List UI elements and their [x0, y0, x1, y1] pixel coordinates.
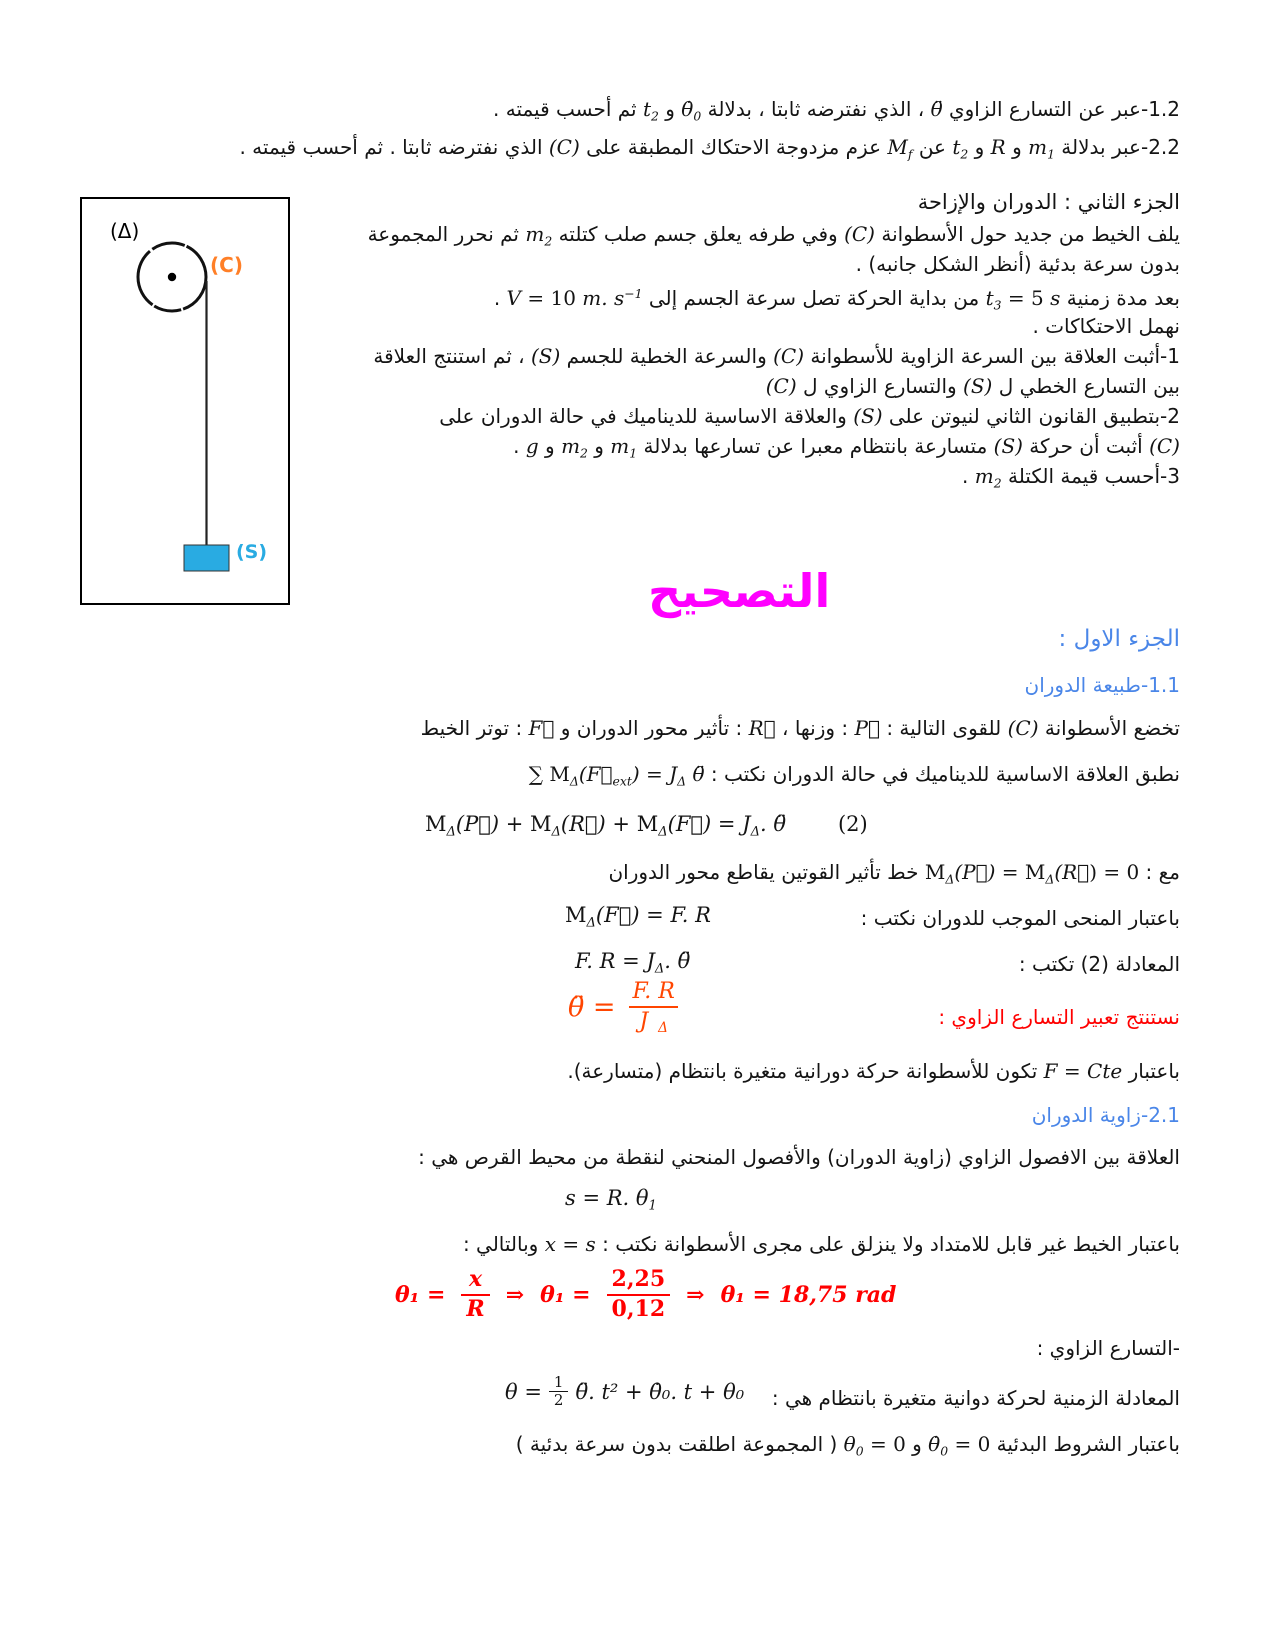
- equation-time-law: [505, 1374, 744, 1410]
- part2-line-2: بدون سرعة بدئية (أنظر الشكل جانبه) .: [855, 252, 1180, 276]
- solution-line-inextensible-string: باعتبار الخيط غير قابل للامتداد ولا ينزلق على مجرى الأسطوانة نكتب : x = s وبالتالي :: [462, 1232, 1180, 1256]
- part2-question-2b: (C) أثبت أن حركة (S) متسارعة بانتظام معبرا عن تسارعها بدلالة $m_1$ و $m_2$ و g .: [513, 434, 1180, 461]
- eqB-lhs2: θ₁ =: [540, 1281, 591, 1308]
- eqC-lhs: θ =: [505, 1379, 542, 1404]
- solution-line-time-equation: المعادلة الزمنية لحركة دوانية متغيرة بانتظام هي :: [771, 1386, 1180, 1410]
- eqB-fraction-2: [607, 1266, 671, 1323]
- part2-section-title: الجزء الثاني : الدوران والإزاحة: [917, 190, 1180, 214]
- pulley-figure: [80, 197, 290, 605]
- eqA-lhs: θ̈ =: [568, 992, 616, 1024]
- subsection-2-1-rotation-angle: 2.1-زاوية الدوران: [1031, 1103, 1180, 1127]
- solution-line-angular-acceleration-label: -التسارع الزاوي :: [1036, 1336, 1180, 1360]
- equation-2: $M_\Delta(P⃗)$ + $M_\Delta(R⃗)$ + $M_\Delta(F⃗) = J_\Delta$. θ̈ (2): [425, 812, 868, 840]
- eqB-result: θ₁ = 18,75 rad: [720, 1281, 897, 1308]
- eqA-numerator: F. R: [632, 979, 675, 1004]
- part2-question-2: 2-بتطبيق القانون الثاني لنيوتن على (S) والعلاقة الاساسية للديناميك في حالة الدوران على: [439, 404, 1180, 428]
- solution-line-apply-dynamics: نطبق العلاقة الاساسية للديناميك في حالة الدوران نكتب : ∑ $M_\Delta(F⃗_{ext}) = J_\Delta$ θ̈: [528, 762, 1180, 789]
- part2-line-3: بعد مدة زمنية $t_3 = 5$ s من بداية الحركة تصل سرعة الجسم إلى V = 10 m. $s^{-1}$ .: [493, 285, 1180, 313]
- implies-arrow: ⇒: [686, 1281, 705, 1308]
- eqA-denominator: J $_\Delta$: [629, 1006, 678, 1038]
- eqC-half-numerator: 1: [553, 1373, 564, 1391]
- part2-line-4: نهمل الاحتكاكات .: [1032, 314, 1180, 338]
- subsection-1-1-nature-of-rotation: 1.1-طبيعة الدوران: [1024, 673, 1180, 697]
- eqB-f2-denominator: 0,12: [607, 1294, 671, 1324]
- equation-s-R-theta1: s = R. $\theta_1$: [565, 1186, 657, 1214]
- solution-line-with-moments-zero: مع : $M_\Delta(P⃗)$ = $M_\Delta(R⃗) = 0$ خط تأثير القوتين يقاطع محور الدوران: [608, 860, 1180, 887]
- solution-line-forces: تخضع الأسطوانة (C) للقوى التالية : P⃗ : وزنها ، R⃗ : تأثير محور الدوران و F⃗ : توتر الخيط: [420, 716, 1180, 740]
- part2-question-1: 1-أثبت العلاقة بين السرعة الزاوية للأسطوانة (C) والسرعة الخطية للجسم (S) ، ثم استنتج العلاقة: [373, 344, 1180, 368]
- question-line-2-2: 2.2-عبر بدلالة $m_1$ و R و $t_2$ عن $M_f$ عزم مزدوجة الاحتكاك المطبقة على (C) الذي نفترضه ثابتا . ثم أحسب قيمته .: [239, 135, 1180, 162]
- equation-angular-acceleration: [568, 978, 680, 1037]
- solution-line-F-constant: باعتبار F = Cte تكون للأسطوانة حركة دورانية متغيرة بانتظام (متسارعة).: [567, 1059, 1180, 1083]
- mass-block: [184, 545, 229, 571]
- solution-line-deduce-angular-acceleration: نستنتج تعبير التسارع الزاوي :: [938, 1005, 1180, 1029]
- eqB-f1-numerator: x: [468, 1266, 483, 1292]
- part2-question-1b: بين التسارع الخطي ل (S) والتسارع الزاوي ل (C): [765, 374, 1180, 398]
- question-line-1-2: 1.2-عبر عن التسارع الزاوي θ̈ ، الذي نفترضه ثابتا ، بدلالة $\thetȧ_0$ و $t_2$ ثم أحسب قيمته .: [493, 97, 1180, 124]
- part2-line-1: يلف الخيط من جديد حول الأسطوانة (C) وفي طرفه يعلق جسم صلب كتلته $m_2$ ثم نحرر المجموعة: [367, 222, 1180, 249]
- correction-title: التصحيح: [648, 564, 831, 618]
- solution-line-eq2-written: المعادلة (2) تكتب :: [1018, 952, 1180, 976]
- eqB-f2-numerator: 2,25: [611, 1266, 666, 1292]
- solution-line-initial-conditions: باعتبار الشروط البدئية $\thetȧ_0 = 0$ و $\theta_0 = 0$ ( المجموعة اطلقت بدون سرعة بدئية ): [515, 1432, 1180, 1459]
- equation-FR-JTheta: F. $R = J_\Delta$. θ̈: [575, 949, 691, 977]
- mass-label: (S): [236, 541, 268, 563]
- eqC-half-fraction: [549, 1374, 569, 1410]
- equation-theta1-result: [395, 1266, 896, 1323]
- eqC-rest: θ̈. t² + θ̇₀. t + θ₀: [575, 1379, 745, 1404]
- eqB-f1-denominator: R: [461, 1294, 489, 1324]
- solution-line-relation: العلاقة بين الافصول الزاوي (زاوية الدوران) والأفصول المنحني لنقطة من محيط القرص هي :: [418, 1145, 1180, 1169]
- axis-label-delta: (Δ): [110, 219, 140, 243]
- implies-arrow: ⇒: [505, 1281, 525, 1308]
- cylinder-label: (C): [210, 253, 243, 277]
- eqA-fraction: [627, 978, 679, 1037]
- solution-line-positive-direction: باعتبار المنحى الموجب للدوران نكتب :: [860, 906, 1180, 930]
- axis-dot: [168, 273, 176, 281]
- pulley-diagram-svg: [82, 199, 284, 599]
- part1-section-heading: الجزء الاول :: [1058, 626, 1180, 652]
- part2-question-3: 3-أحسب قيمة الكتلة $m_2$ .: [962, 464, 1180, 491]
- eqC-half-denominator: 2: [549, 1391, 569, 1409]
- eqB-fraction-1: [461, 1266, 489, 1323]
- equation-moment-F: $M_\Delta(F⃗) = F$. R: [565, 903, 711, 931]
- eqB-lhs1: θ₁ =: [395, 1281, 446, 1308]
